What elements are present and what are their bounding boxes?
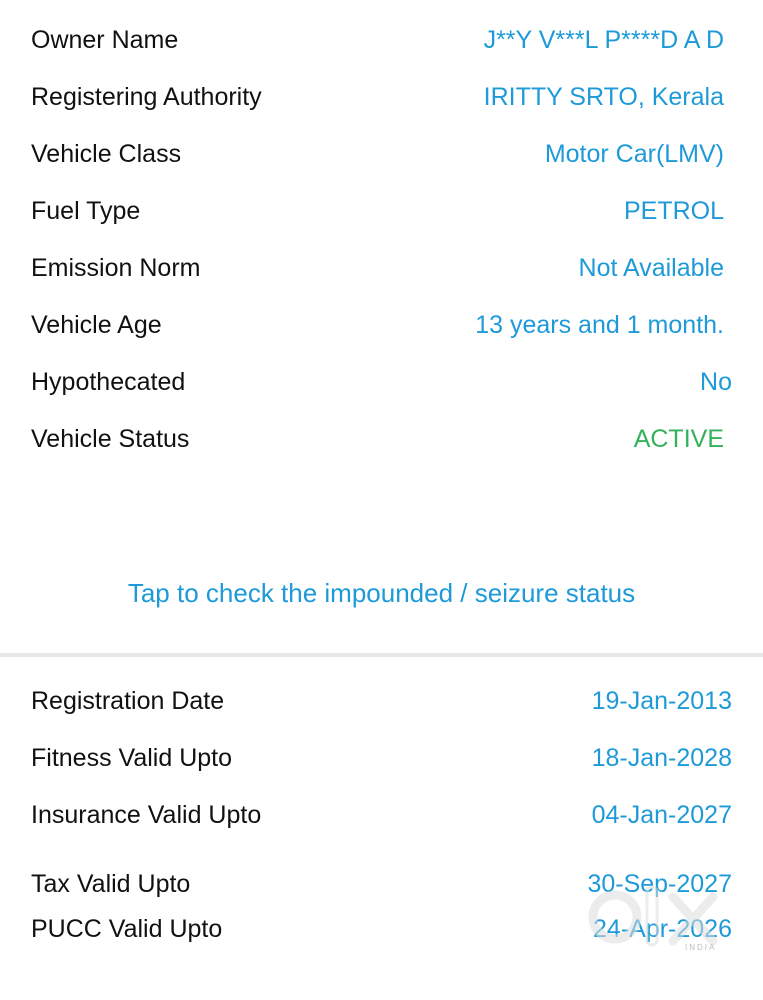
value: 30-Sep-2027 — [587, 870, 732, 898]
label: Vehicle Age — [31, 311, 162, 339]
info-row-vehicle-status — [0, 419, 763, 459]
section-divider — [0, 653, 763, 657]
info-row-registration-date — [0, 681, 763, 721]
label: Insurance Valid Upto — [31, 801, 262, 829]
label: Tax Valid Upto — [31, 870, 191, 898]
info-row-fuel-type — [0, 191, 763, 231]
value: 19-Jan-2013 — [591, 687, 732, 715]
info-row-owner-name — [0, 20, 763, 60]
value: IRITTY SRTO, Kerala — [483, 83, 724, 111]
label: Vehicle Class — [31, 140, 182, 168]
value: 18-Jan-2028 — [591, 744, 732, 772]
seizure-status-link[interactable]: Tap to check the impounded / seizure status — [127, 578, 636, 608]
value: No — [700, 368, 732, 396]
watermark-region: INDIA — [685, 943, 717, 952]
label: Owner Name — [31, 26, 179, 54]
label: Vehicle Status — [31, 425, 190, 453]
info-row-registering-authority — [0, 77, 763, 117]
info-row-vehicle-age — [0, 305, 763, 345]
value: PETROL — [623, 197, 724, 225]
label: Fuel Type — [31, 197, 141, 225]
value: 04-Jan-2027 — [591, 801, 732, 829]
value: 24-Apr-2026 — [593, 915, 732, 943]
info-row-pucc-valid — [0, 909, 763, 949]
label: Emission Norm — [31, 254, 201, 282]
value: Motor Car(LMV) — [544, 140, 724, 168]
value: J**Y V***L P****D A D — [483, 26, 724, 54]
info-row-emission-norm — [0, 248, 763, 288]
label: PUCC Valid Upto — [31, 915, 223, 943]
label: Hypothecated — [31, 368, 186, 396]
info-row-vehicle-class — [0, 134, 763, 174]
info-row-insurance-valid — [0, 795, 763, 835]
label: Fitness Valid Upto — [31, 744, 233, 772]
value: 13 years and 1 month. — [475, 311, 724, 339]
info-row-hypothecated — [0, 362, 763, 402]
info-row-tax-valid — [0, 864, 763, 904]
value: Not Available — [578, 254, 724, 282]
info-row-fitness-valid — [0, 738, 763, 778]
label: Registration Date — [31, 687, 225, 715]
label: Registering Authority — [31, 83, 262, 111]
status-badge: ACTIVE — [633, 425, 724, 453]
